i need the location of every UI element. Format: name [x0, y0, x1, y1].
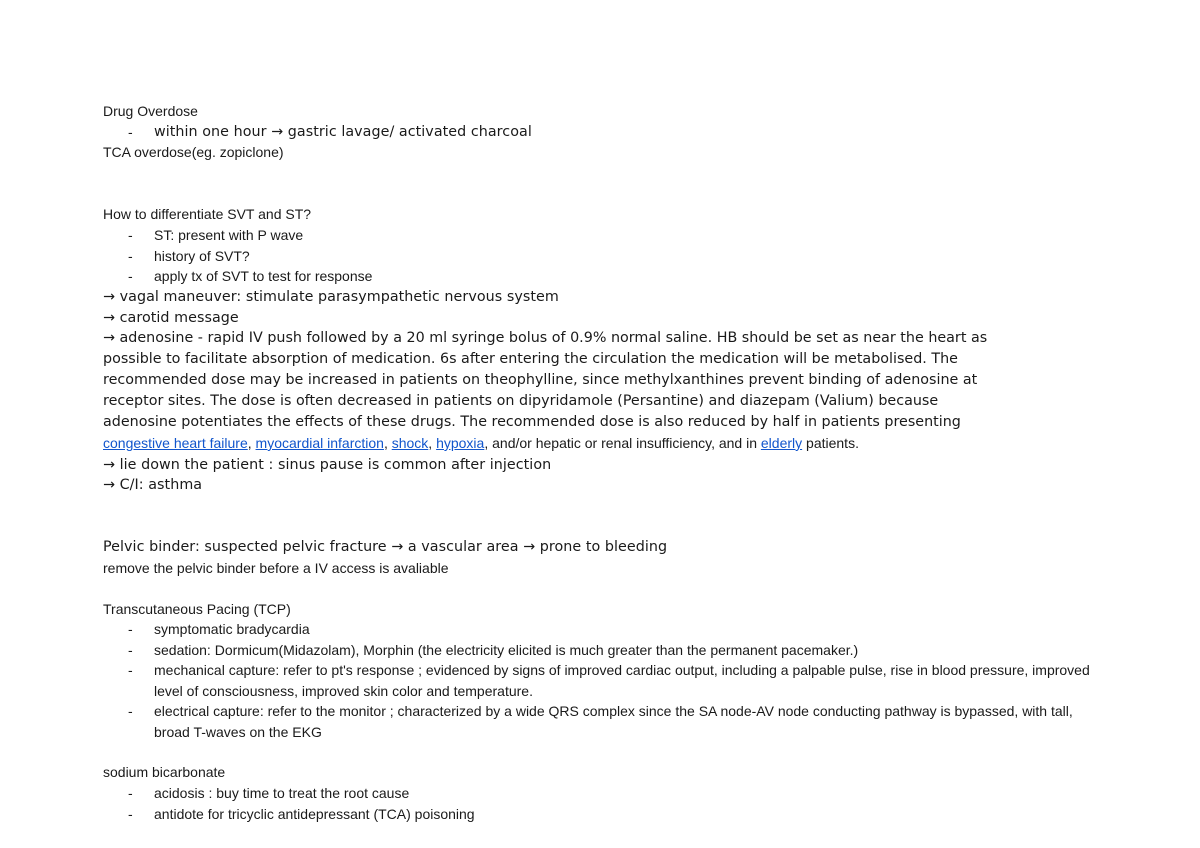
list-item-text: ST: present with P wave: [154, 226, 304, 243]
list-item-text: sedation: Dormicum(Midazolam), Morphin (the electricity elicited is much greater than the permanent pacemaker.): [154, 641, 859, 658]
bullet-dash: -: [128, 123, 133, 140]
adenosine-paragraph: [103, 328, 1088, 454]
list-item-text: history of SVT?: [154, 247, 250, 264]
paragraph-text: patients.: [802, 434, 859, 451]
tcp-heading: Transcutaneous Pacing (TCP): [103, 600, 291, 617]
list-item: [103, 783, 1093, 804]
svt-heading: How to differentiate SVT and ST?: [103, 206, 312, 223]
link-congestive-heart-failure[interactable]: congestive heart failure: [103, 434, 248, 451]
list-item: [103, 619, 1093, 640]
drug-overdose-heading: Drug Overdose: [103, 103, 198, 119]
bullet-dash: -: [128, 703, 133, 720]
separator: ,: [428, 434, 437, 451]
paragraph-line: adenosine potentiates the effects of these drugs. The recommended dose is also reduced by half in patients presenting: [103, 413, 961, 430]
document-page: [103, 101, 1093, 824]
list-item: [103, 246, 1093, 267]
lie-down-line: → lie down the patient : sinus pause is common after injection: [103, 456, 552, 473]
bullet-dash: -: [128, 621, 133, 638]
bullet-dash: -: [128, 226, 133, 243]
pelvic-binder-line: Pelvic binder: suspected pelvic fracture → a vascular area → prone to bleeding: [103, 539, 668, 556]
list-item-text: apply tx of SVT to test for response: [154, 268, 373, 285]
spacer: [103, 163, 1093, 204]
list-item: [103, 804, 1093, 825]
spacer: [103, 579, 1093, 599]
tcp-list: [103, 619, 1093, 742]
pelvic-binder-note: remove the pelvic binder before a IV access is avaliable: [103, 559, 449, 576]
bullet-dash: -: [128, 641, 133, 658]
list-item-text: acidosis : buy time to treat the root cause: [154, 784, 410, 801]
link-hypoxia[interactable]: hypoxia: [436, 434, 485, 451]
list-item: [103, 225, 1093, 246]
contraindication-line: → C/I: asthma: [103, 477, 203, 494]
separator: ,: [247, 434, 256, 451]
paragraph-text: , and/or hepatic or renal insufficiency, and in: [484, 434, 761, 451]
paragraph-line: receptor sites. The dose is often decreased in patients on dipyridamole (Persantine) and diazepam (Valium) because: [103, 393, 939, 410]
bullet-dash: -: [128, 784, 133, 801]
list-item: [103, 660, 1093, 701]
paragraph-line: → adenosine - rapid IV push followed by a 20 ml syringe bolus of 0.9% normal saline. HB should be set as near the heart as: [103, 330, 988, 347]
list-item-text: antidote for tricyclic antidepressant (TCA) poisoning: [154, 805, 475, 822]
link-shock[interactable]: shock: [391, 434, 429, 451]
list-item: [103, 701, 1093, 742]
list-item-text: mechanical capture: refer to pt's response ; evidenced by signs of improved cardiac output, including a palpable pulse, rise in blood pressure, improved level of consciousness, improved skin color and temperature.: [154, 662, 1090, 699]
vagal-maneuver-line: → vagal maneuver: stimulate parasympathetic nervous system: [103, 288, 559, 305]
link-myocardial-infarction[interactable]: myocardial infarction: [255, 434, 384, 451]
list-item: [103, 266, 1093, 287]
list-item: [103, 640, 1093, 661]
list-item-text: electrical capture: refer to the monitor ; characterized by a wide QRS complex since the SA node-AV node conducting pathway is bypassed, with tall, broad T-waves on the EKG: [154, 703, 1073, 740]
bullet-dash: -: [128, 247, 133, 264]
tca-overdose-line: TCA overdose(eg. zopiclone): [103, 144, 284, 161]
paragraph-line-links: [103, 433, 1088, 455]
separator: ,: [383, 434, 392, 451]
spacer: [103, 496, 1093, 537]
bullet-dash: -: [128, 662, 133, 679]
spacer: [103, 742, 1093, 762]
carotid-line: → carotid message: [103, 309, 239, 326]
sodium-bicarbonate-heading: sodium bicarbonate: [103, 764, 226, 781]
paragraph-line: possible to facilitate absorption of medication. 6s after entering the circulation the medication will be metabolised. The: [103, 351, 958, 368]
link-elderly[interactable]: elderly: [760, 434, 803, 451]
paragraph-line: recommended dose may be increased in patients on theophylline, since methylxanthines prevent binding of adenosine at: [103, 372, 978, 389]
list-item: [103, 122, 1093, 143]
list-item-text: within one hour → gastric lavage/ activated charcoal: [154, 123, 532, 140]
bullet-dash: -: [128, 268, 133, 285]
bullet-dash: -: [128, 805, 133, 822]
list-item-text: symptomatic bradycardia: [154, 621, 310, 638]
